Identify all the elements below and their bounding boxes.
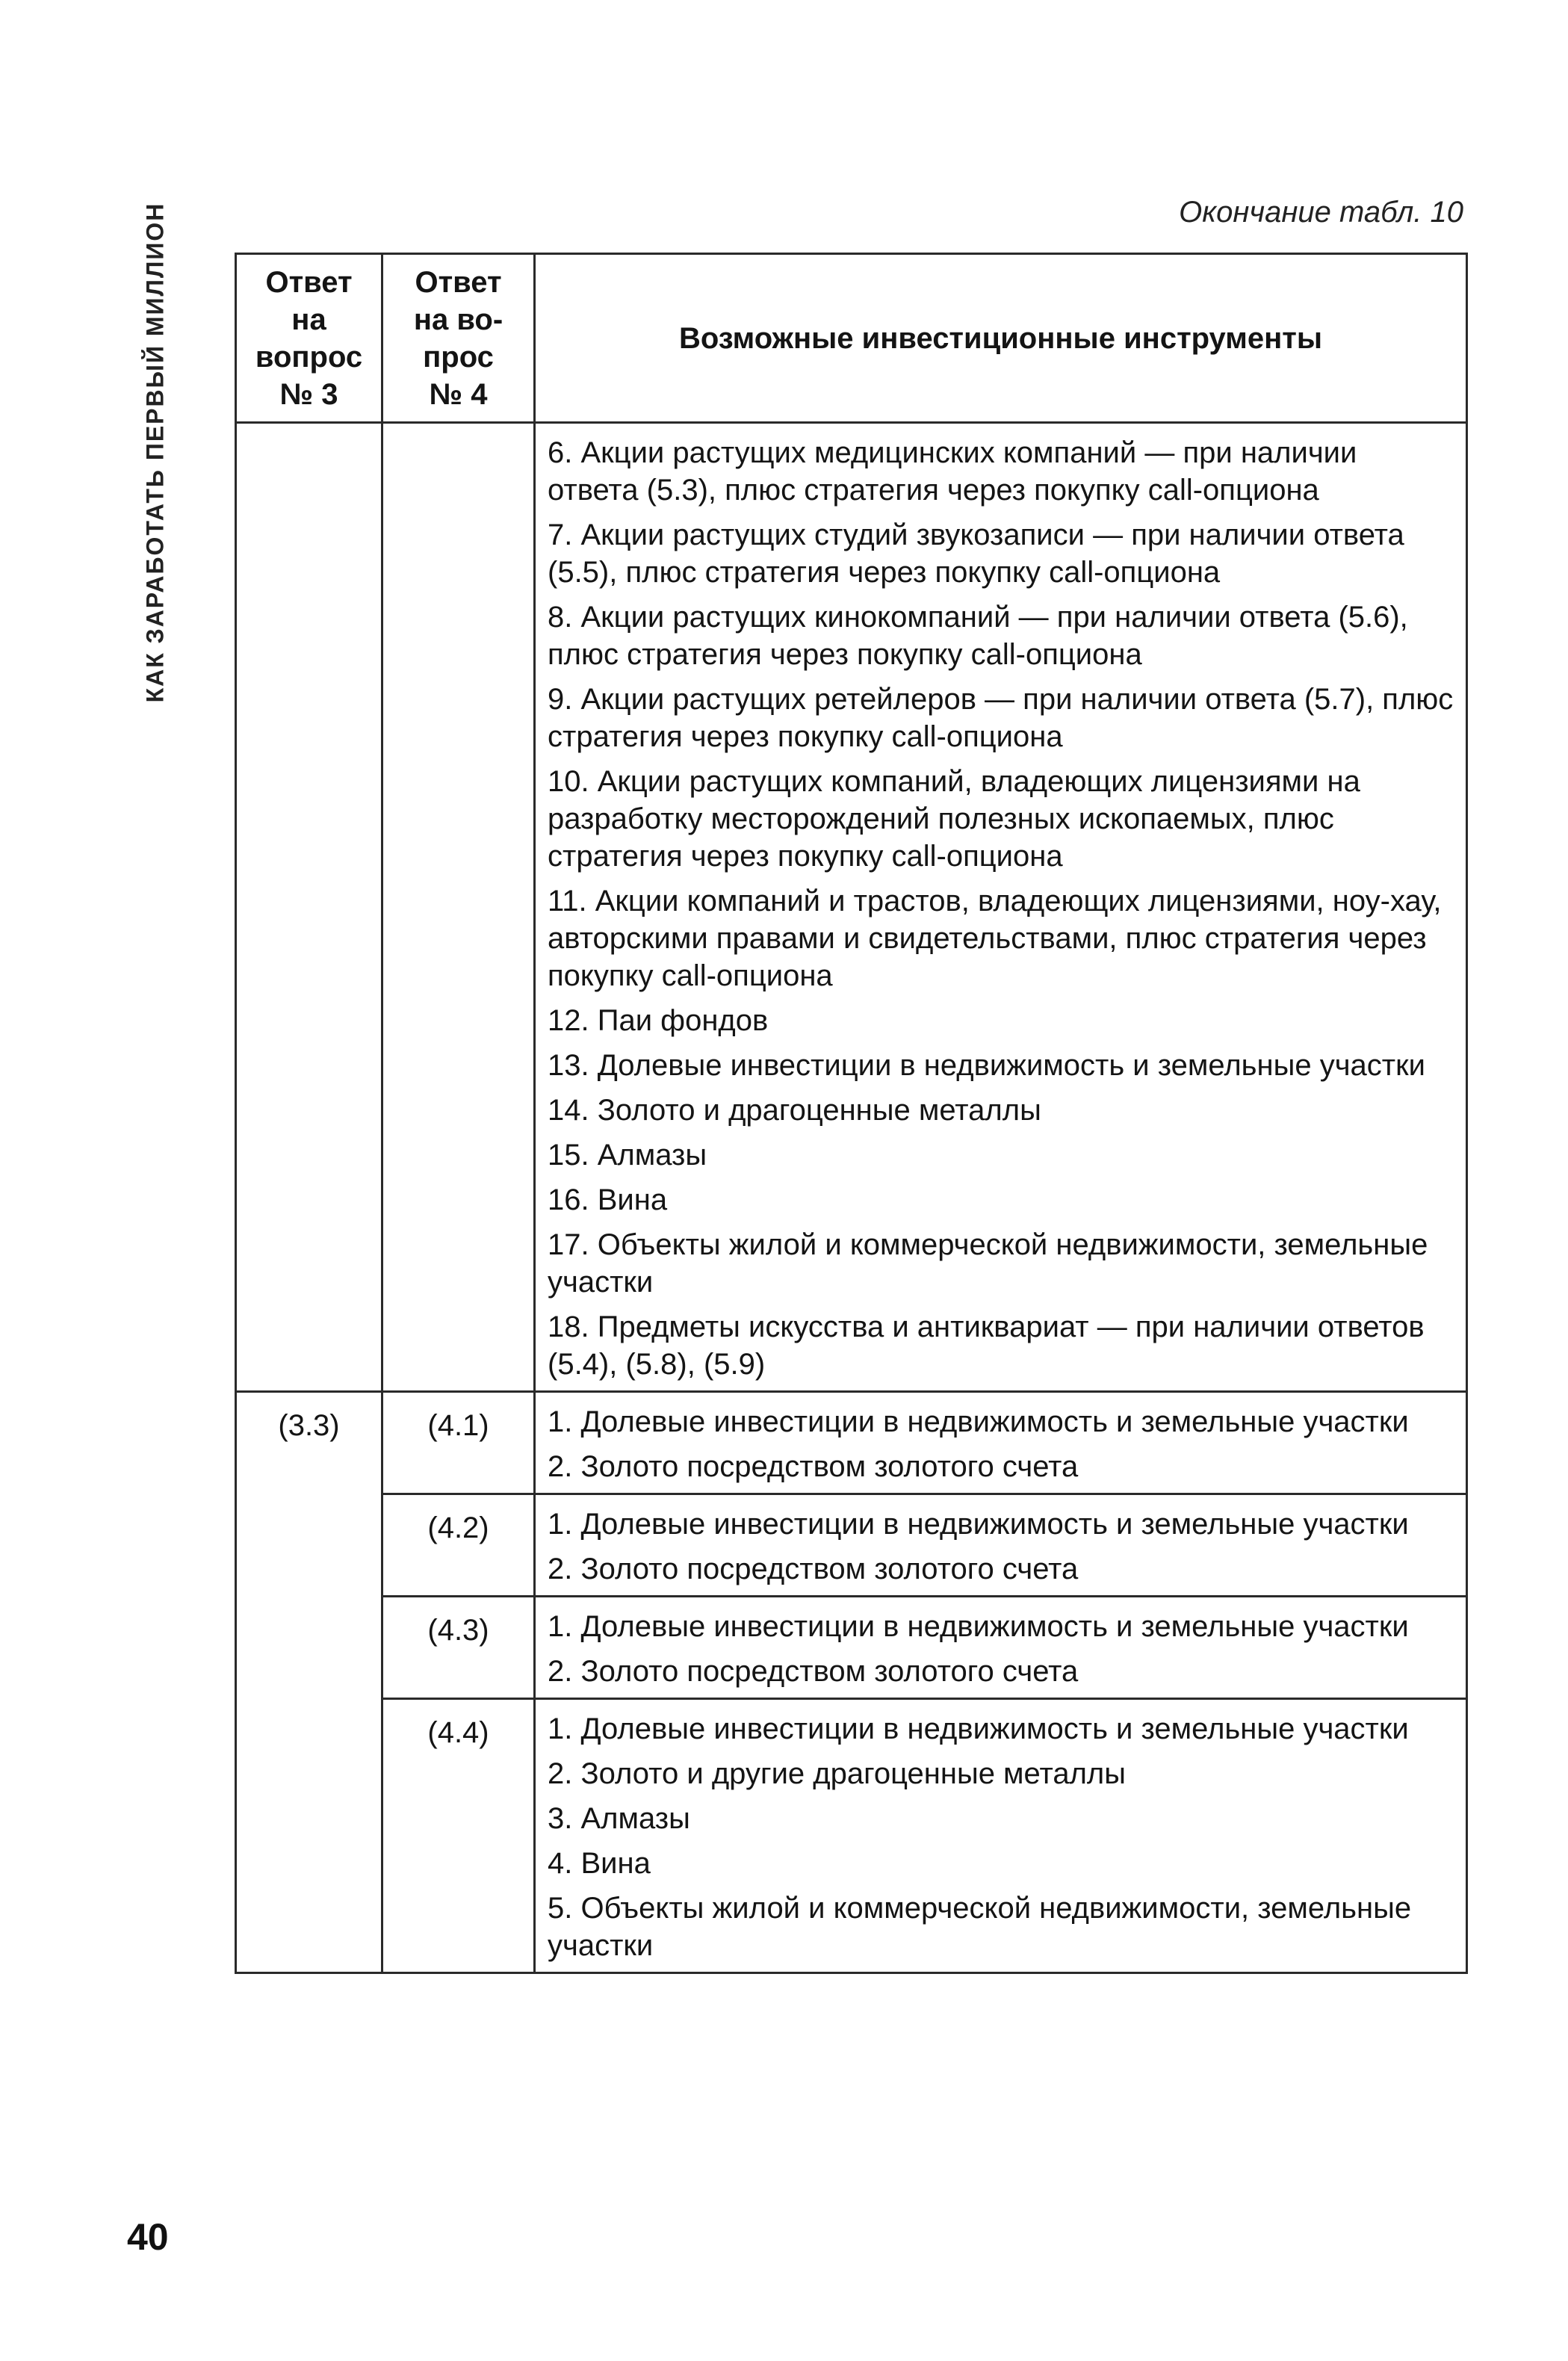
list-item: 4. Вина (548, 1847, 651, 1880)
list-item: 15. Алмазы (548, 1139, 707, 1172)
list-item: 2. Золото посредством золотого счета (548, 1450, 1079, 1483)
cell-q4 (382, 423, 535, 1392)
cell-q4: (4.2) (382, 1494, 535, 1597)
cell-q3 (236, 1494, 382, 1597)
cell-instruments (535, 1392, 1467, 1494)
page-number: 40 (127, 2216, 169, 2258)
table-row (236, 1494, 1467, 1597)
list-item: 12. Паи фондов (548, 1004, 769, 1037)
cell-instruments (535, 1597, 1467, 1699)
list-item: 10. Акции растущих компаний, владеющих лицензиями на разработку месторождений полезных ископаемых, плюс стратегия через покупку call-опциона (548, 765, 1360, 873)
list-item: 9. Акции растущих ретейлеров — при наличии ответа (5.7), плюс стратегия через покупку call-опциона (548, 683, 1454, 753)
list-item: 1. Долевые инвестиции в недвижимость и земельные участки (548, 1712, 1409, 1745)
cell-q3 (236, 423, 382, 1392)
list-item: 5. Объекты жилой и коммерческой недвижимости, земельные участки (548, 1892, 1412, 1962)
list-item: 18. Предметы искусства и антиквариат — при наличии ответов (5.4), (5.8), (5.9) (548, 1311, 1425, 1381)
list-item: 16. Вина (548, 1183, 668, 1216)
list-item: 3. Алмазы (548, 1802, 690, 1835)
list-item: 1. Долевые инвестиции в недвижимость и земельные участки (548, 1405, 1409, 1438)
cell-q3: (3.3) (236, 1392, 382, 1494)
cell-q3 (236, 1597, 382, 1699)
header-answer-q3: Ответ на вопрос № 3 (236, 254, 382, 423)
list-item: 1. Долевые инвестиции в недвижимость и земельные участки (548, 1508, 1409, 1541)
list-item: 2. Золото и другие драгоценные металлы (548, 1757, 1127, 1790)
list-item: 8. Акции растущих кинокомпаний — при наличии ответа (5.6), плюс стратегия через покупку call-опциона (548, 601, 1408, 671)
list-item: 2. Золото посредством золотого счета (548, 1655, 1079, 1688)
list-item: 7. Акции растущих студий звукозаписи — при наличии ответа (5.5), плюс стратегия через покупку call-опциона (548, 519, 1404, 589)
cell-q4: (4.1) (382, 1392, 535, 1494)
list-item: 6. Акции растущих медицинских компаний — при наличии ответа (5.3), плюс стратегия через покупку call-опциона (548, 436, 1357, 507)
running-head-text: КАК ЗАРАБОТАТЬ ПЕРВЫЙ МИЛЛИОН (141, 202, 169, 702)
table-row (236, 423, 1467, 1392)
list-item: 2. Золото посредством золотого счета (548, 1553, 1079, 1585)
list-item: 13. Долевые инвестиции в недвижимость и земельные участки (548, 1049, 1425, 1082)
table-row (236, 1597, 1467, 1699)
header-instruments: Возможные инвестиционные инструменты (535, 254, 1467, 423)
list-item: 17. Объекты жилой и коммерческой недвижимости, земельные участки (548, 1228, 1428, 1299)
header-answer-q4: Ответ на во- прос № 4 (382, 254, 535, 423)
table-row (236, 1699, 1467, 1973)
cell-instruments (535, 423, 1467, 1392)
list-item: 1. Долевые инвестиции в недвижимость и земельные участки (548, 1610, 1409, 1643)
cell-instruments (535, 1494, 1467, 1597)
running-head (133, 202, 178, 702)
investment-table (235, 253, 1468, 1974)
table-row (236, 1392, 1467, 1494)
cell-q3 (236, 1699, 382, 1973)
cell-instruments (535, 1699, 1467, 1973)
cell-q4: (4.3) (382, 1597, 535, 1699)
cell-q4: (4.4) (382, 1699, 535, 1973)
list-item: 11. Акции компаний и трастов, владеющих лицензиями, ноу-хау, авторскими правами и свидетельствами, плюс стратегия через покупку call-опциона (548, 885, 1442, 992)
table-caption: Окончание табл. 10 (1179, 196, 1463, 229)
list-item: 14. Золото и драгоценные металлы (548, 1094, 1041, 1127)
table-header-row (236, 254, 1467, 423)
